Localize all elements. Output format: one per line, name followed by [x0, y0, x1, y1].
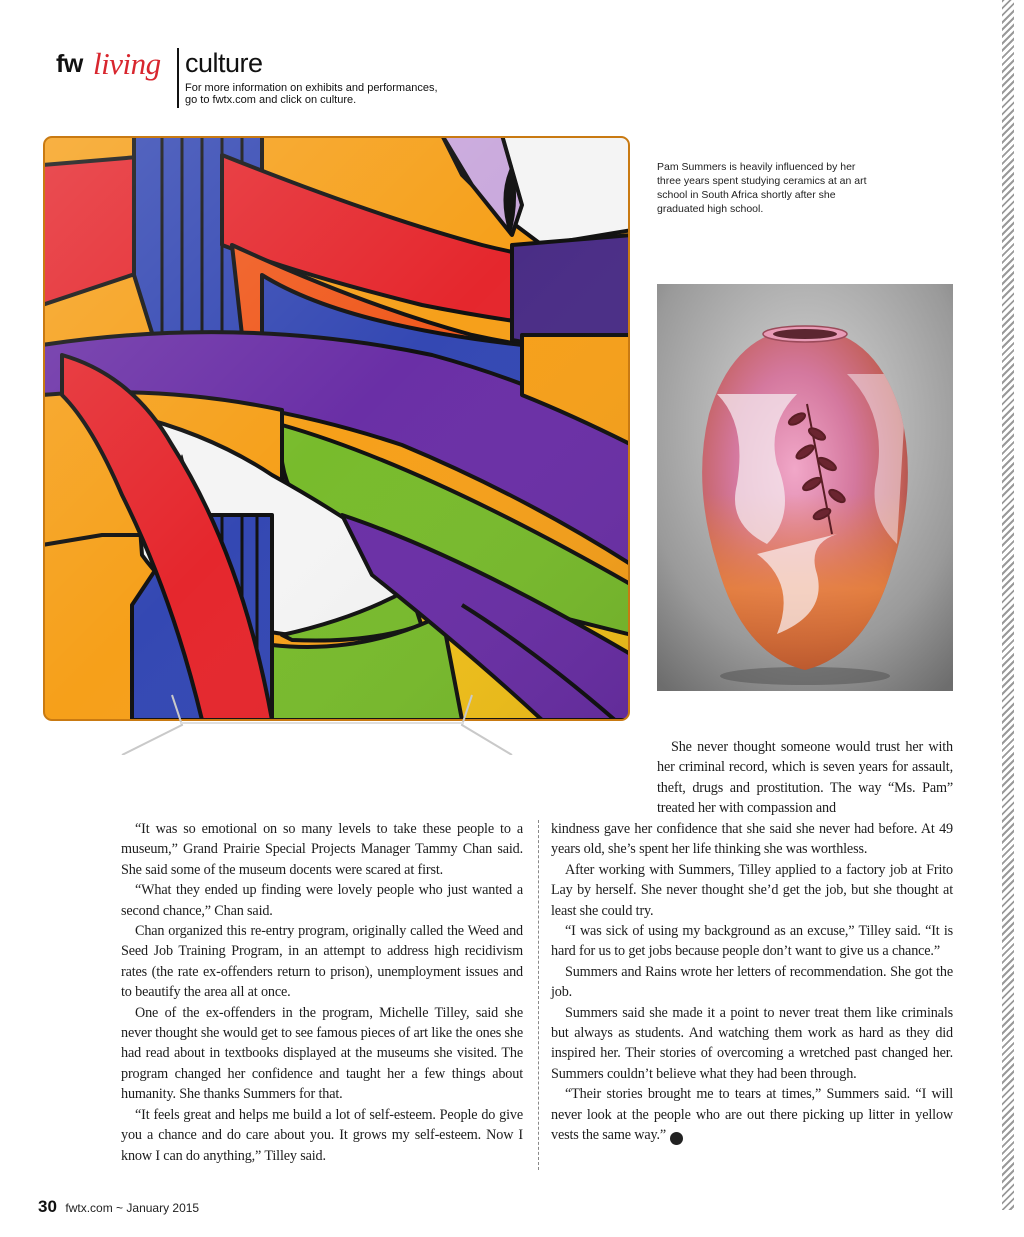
header-subline-2: go to fwtx.com and click on culture. [185, 94, 357, 106]
page-footer [38, 1197, 199, 1217]
page-edge-border [1002, 0, 1014, 1210]
article-paragraph: One of the ex-offenders in the program, Michelle Tilley, said she never thought she would get to see famous pieces of art like the ones she had read about in textbooks displayed at the museums she visited. The program changed her confidence and taught her a few things about humanity. She thanks Summers for that. [121, 1004, 523, 1103]
brand-living: living [93, 46, 161, 81]
article-paragraph: “I was sick of using my background as an excuse,” Tilley said. “It is hard for us to get jobs because people don’t want to give us a chance.” [551, 923, 953, 960]
section-title: culture [185, 48, 263, 78]
article-paragraph: “What they ended up finding were lovely people who just wanted a second chance,” Chan said. [121, 882, 523, 919]
header-divider [177, 48, 179, 108]
article-paragraph: “It was so emotional on so many levels to take these people to a museum,” Grand Prairie Special Projects Manager Tammy Chan said. She said some of the museum docents were scared at first. [121, 821, 523, 878]
article-paragraph: She never thought someone would trust her with her criminal record, which is seven years for assault, theft, drugs and prostitution. The way “Ms. Pam” treated her with compassion and [657, 739, 953, 817]
article-paragraph: “It feels great and helps me build a lot of self-esteem. People do give you a chance and do care about you. It grows my self-esteem. Now I know I can do anything,” Tilley said. [121, 1106, 523, 1164]
photo-caption: Pam Summers is heavily influenced by her three years spent studying ceramics at an art school in South Africa shortly after she graduated high school. [657, 161, 867, 215]
article-paragraph: Chan organized this re-entry program, originally called the Weed and Seed Job Training Program, in an attempt to address high recidivism rates (the rate ex-offenders return to prison), unemployment issues and to beautify the area all at once. [121, 923, 523, 1001]
article-column-right-top [657, 737, 953, 819]
footer-site-date: fwtx.com ~ January 2015 [65, 1201, 200, 1215]
article-paragraph: Summers said she made it a point to never treat them like criminals but always as students. And watching them work as hard as they did inspired her. Their stories of overcoming a wretched past changed her. Summers couldn’t believe what they had been through. [551, 1004, 953, 1082]
brand-fw: fw [56, 50, 83, 78]
article-paragraph-last [551, 1084, 953, 1145]
glass-plate-artwork [42, 135, 632, 755]
page-number: 30 [38, 1197, 57, 1216]
article-paragraph: Summers and Rains wrote her letters of recommendation. She got the job. [551, 963, 953, 1001]
article-paragraph: kindness gave her confidence that she said she never had before. At 49 years old, she’s spent her life thinking she was worthless. [551, 821, 953, 858]
article-paragraph: After working with Summers, Tilley applied to a factory job at Frito Lay by herself. She never thought she’d get the job, but she thought at least she could try. [551, 861, 953, 919]
end-mark-icon: fw [670, 1132, 683, 1145]
article-column-left [121, 819, 523, 1166]
column-divider [538, 820, 539, 1170]
article-paragraph-text: “Their stories brought me to tears at times,” Summers said. “I will never look at the people who are out there picking up litter in yellow vests the same way.” [551, 1086, 953, 1144]
article-column-right [551, 819, 953, 1146]
header-subline-1: For more information on exhibits and performances, [185, 82, 438, 94]
raku-vase-photo [657, 284, 953, 691]
